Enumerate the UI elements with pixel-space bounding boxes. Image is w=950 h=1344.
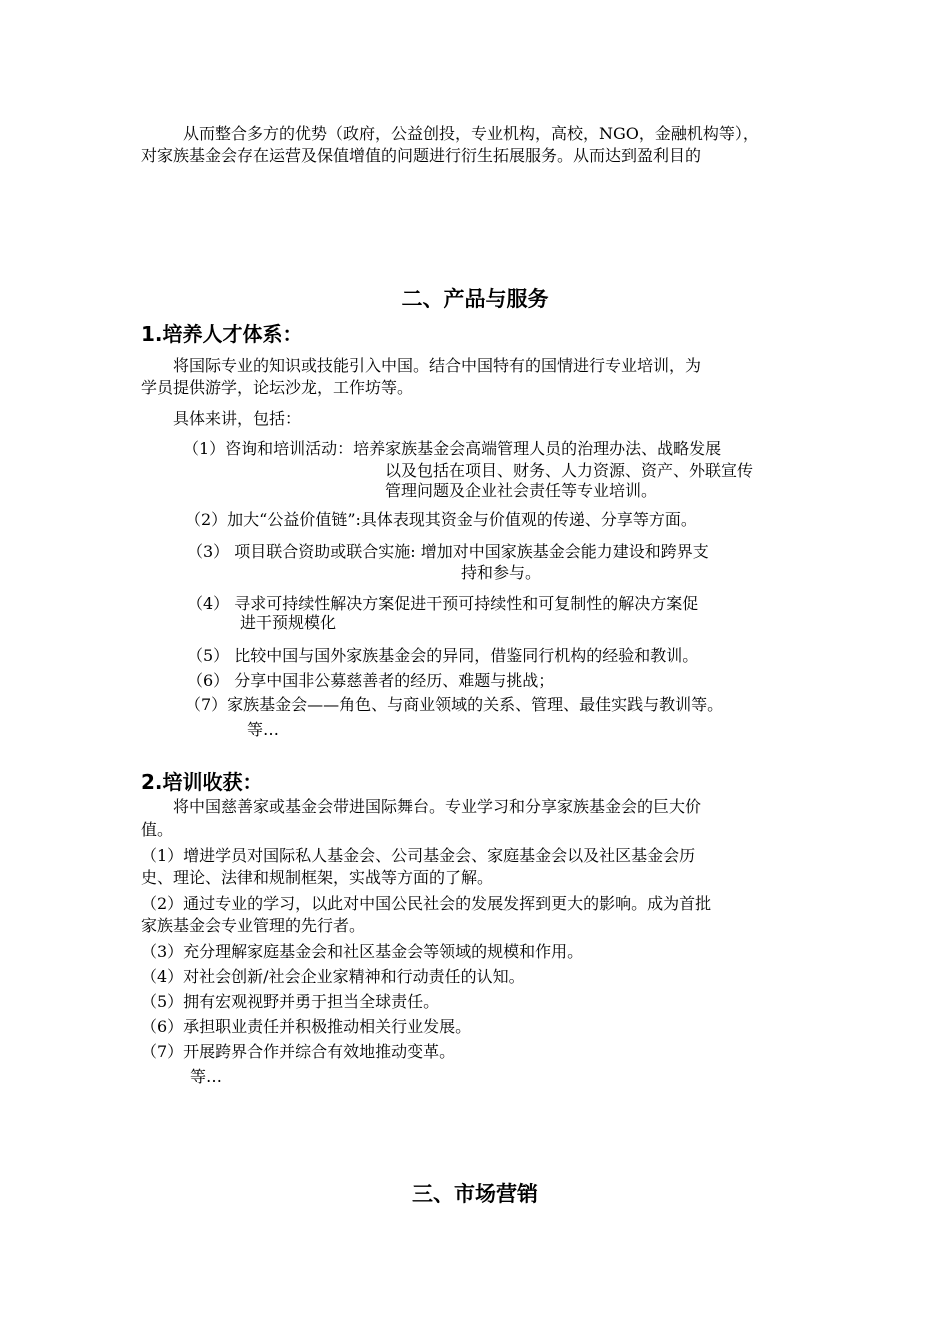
sub1-item-5-line-1: （5） 比较中国与国外家族基金会的异同，借鉴同行机构的经验和教训。 <box>187 646 699 665</box>
sub2-item-1-line-1: （1）增进学员对国际私人基金会、公司基金会、家庭基金会以及社区基金会历 <box>141 846 696 865</box>
sub2-item-7-line-1: （7）开展跨界合作并综合有效地推动变革。 <box>141 1042 456 1061</box>
sub2-heading: 2.培训收获： <box>141 770 263 794</box>
sub1-para-line-2: 学员提供游学，论坛沙龙，工作坊等。 <box>141 378 414 397</box>
sub1-item-3-line-2: 持和参与。 <box>461 563 542 582</box>
sub2-item-6-line-1: （6）承担职业责任并积极推动相关行业发展。 <box>141 1017 472 1036</box>
section-2-title: 二、产品与服务 <box>401 287 549 311</box>
sub1-item-1-line-2: 以及包括在项目、财务、人力资源、资产、外联宣传 <box>385 461 754 480</box>
sub1-item-3-line-1: （3） 项目联合资助或联合实施: 增加对中国家族基金会能力建设和跨界支 <box>187 542 709 561</box>
sub2-item-5-line-1: （5）拥有宏观视野并勇于担当全球责任。 <box>141 992 440 1011</box>
sub2-item-2-line-2: 家族基金会专业管理的先行者。 <box>141 916 366 935</box>
sub1-para-line-1: 将国际专业的知识或技能引入中国。结合中国特有的国情进行专业培训，为 <box>173 356 702 375</box>
sub1-lead: 具体来讲，包括： <box>173 409 302 428</box>
section-3-title: 三、市场营销 <box>412 1182 538 1206</box>
sub2-etc: 等… <box>190 1067 223 1086</box>
sub1-item-1-line-3: 管理问题及企业社会责任等专业培训。 <box>385 481 658 500</box>
sub2-item-1-line-2: 史、理论、法律和规制框架，实战等方面的了解。 <box>141 868 494 887</box>
sub1-etc: 等… <box>247 720 280 739</box>
sub1-item-7-line-1: （7）家族基金会——角色、与商业领域的关系、管理、最佳实践与教训等。 <box>185 695 724 714</box>
sub2-para-line-2: 值。 <box>141 820 174 839</box>
sub2-item-4-line-1: （4）对社会创新/社会企业家精神和行动责任的认知。 <box>141 967 525 986</box>
sub1-item-4-line-1: （4） 寻求可持续性解决方案促进干预可持续性和可复制性的解决方案促 <box>187 594 699 613</box>
sub1-item-2-line-1: （2）加大“公益价值链”:具体表现其资金与价值观的传递、分享等方面。 <box>185 510 697 529</box>
sub1-item-1-line-1: （1）咨询和培训活动：培养家族基金会高端管理人员的治理办法、战略发展 <box>183 439 722 458</box>
intro-line-2: 对家族基金会存在运营及保值增值的问题进行衍生拓展服务。从而达到盈利目的 <box>141 146 702 165</box>
sub1-item-4-line-2: 进干预规模化 <box>240 613 337 632</box>
sub1-heading: 1.培养人才体系： <box>141 322 303 346</box>
sub1-item-6-line-1: （6） 分享中国非公募慈善者的经历、难题与挑战； <box>187 671 555 690</box>
sub2-para-line-1: 将中国慈善家或基金会带进国际舞台。专业学习和分享家族基金会的巨大价 <box>173 797 702 816</box>
intro-line-1: 从而整合多方的优势（政府，公益创投，专业机构，高校，NGO，金融机构等）， <box>183 124 759 143</box>
sub2-item-2-line-1: （2）通过专业的学习，以此对中国公民社会的发展发挥到更大的影响。成为首批 <box>141 894 712 913</box>
sub2-item-3-line-1: （3）充分理解家庭基金会和社区基金会等领域的规模和作用。 <box>141 942 584 961</box>
